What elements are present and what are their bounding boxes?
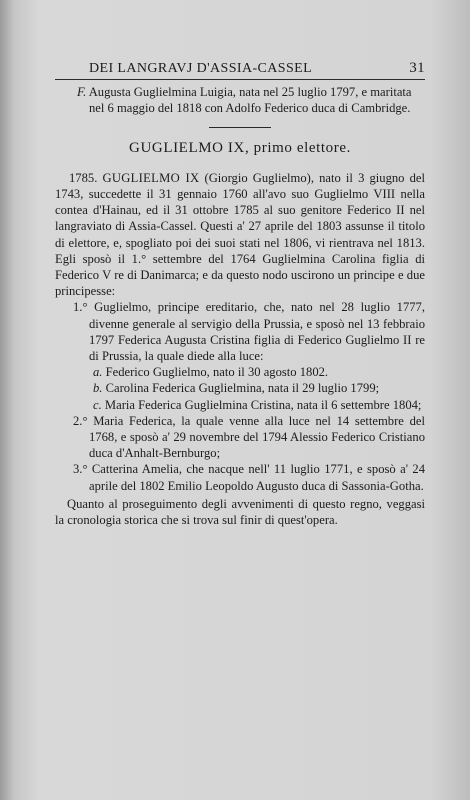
lead-paragraph xyxy=(55,170,425,300)
entry-f-text: Augusta Guglielmina Luigia, nata nel 25 luglio 1797, e maritata nel 6 maggio del 1818 con Adolfo Federico duca di Cambridge. xyxy=(88,85,412,116)
child-entry-2: 2.° Maria Federica, la quale venne alla luce nel 14 settembre del 1768, e sposò a' 29 novembre del 1794 Alessio Federico Cristiano duca d'Anhalt-Bernburgo; xyxy=(73,413,425,461)
grandchild-entry-b xyxy=(55,380,425,396)
lead-text: (Giorgio Guglielmo), nato il 3 giugno del 1743, succedette il 31 gennaio 1760 all'avo suo Guglielmo VIII nella contea d'Hainau, ed il 31 ottobre 1785 al suo genitore Federico II nel langraviato di Assia-Cassel. Questi a' 27 aprile del 1803 assunse il titolo di elettore, e, spogliato poi dei suoi stati nel 1806, vi rientrava nel 1813. Egli sposò il 1.° settembre del 1764 Guglielmina Carolina figlia di Federico V re di Danimarca; e da questo nodo uscirono un principe e due principesse: xyxy=(55,170,425,299)
child-entry-3: 3.° Catterina Amelia, che nacque nell' 11 luglio 1771, e sposò a' 24 aprile del 1802 Emilio Leopoldo Augusto duca di Sassonia-Gotha. xyxy=(73,462,425,493)
closing-paragraph: Quanto al proseguimento degli avvenimenti di questo regno, veggasi la cronologia storica che si trova sul finir di quest'opera. xyxy=(55,496,425,528)
grandchild-text-c: Maria Federica Guglielmina Cristina, nata il 6 settembre 1804; xyxy=(104,397,422,412)
running-title: DEI LANGRAVJ D'ASSIA-CASSEL xyxy=(89,61,313,76)
grandchild-text-a: Federico Guglielmo, nato il 30 agosto 1802. xyxy=(105,365,329,380)
grandchild-label-a: a. xyxy=(93,365,103,380)
grandchild-text-b: Carolina Federica Guglielmina, nata il 29 luglio 1799; xyxy=(105,381,380,396)
grandchild-entry-c xyxy=(55,397,425,413)
grandchild-entry-a xyxy=(55,364,425,380)
lead-name: GUGLIELMO IX xyxy=(102,170,200,185)
entry-f xyxy=(55,84,425,116)
section-divider xyxy=(209,127,271,128)
grandchild-label-c: c. xyxy=(93,397,102,412)
section-title: GUGLIELMO IX, primo elettore. xyxy=(129,139,351,156)
page-text xyxy=(55,60,425,528)
page-number: 31 xyxy=(409,60,425,76)
child-entry-1: 1.° Guglielmo, principe ereditario, che, nato nel 28 luglio 1777, divenne generale al servigio della Prussia, e sposò nel 13 febbraio 1797 Federica Augusta Cristina figlia di Federico Guglielmo II re di Prussia, la quale diede alla luce: xyxy=(73,300,425,364)
running-header xyxy=(55,60,425,80)
grandchild-label-b: b. xyxy=(93,381,103,396)
lead-year: 1785. xyxy=(69,170,98,185)
entry-f-label: F. xyxy=(77,85,87,100)
